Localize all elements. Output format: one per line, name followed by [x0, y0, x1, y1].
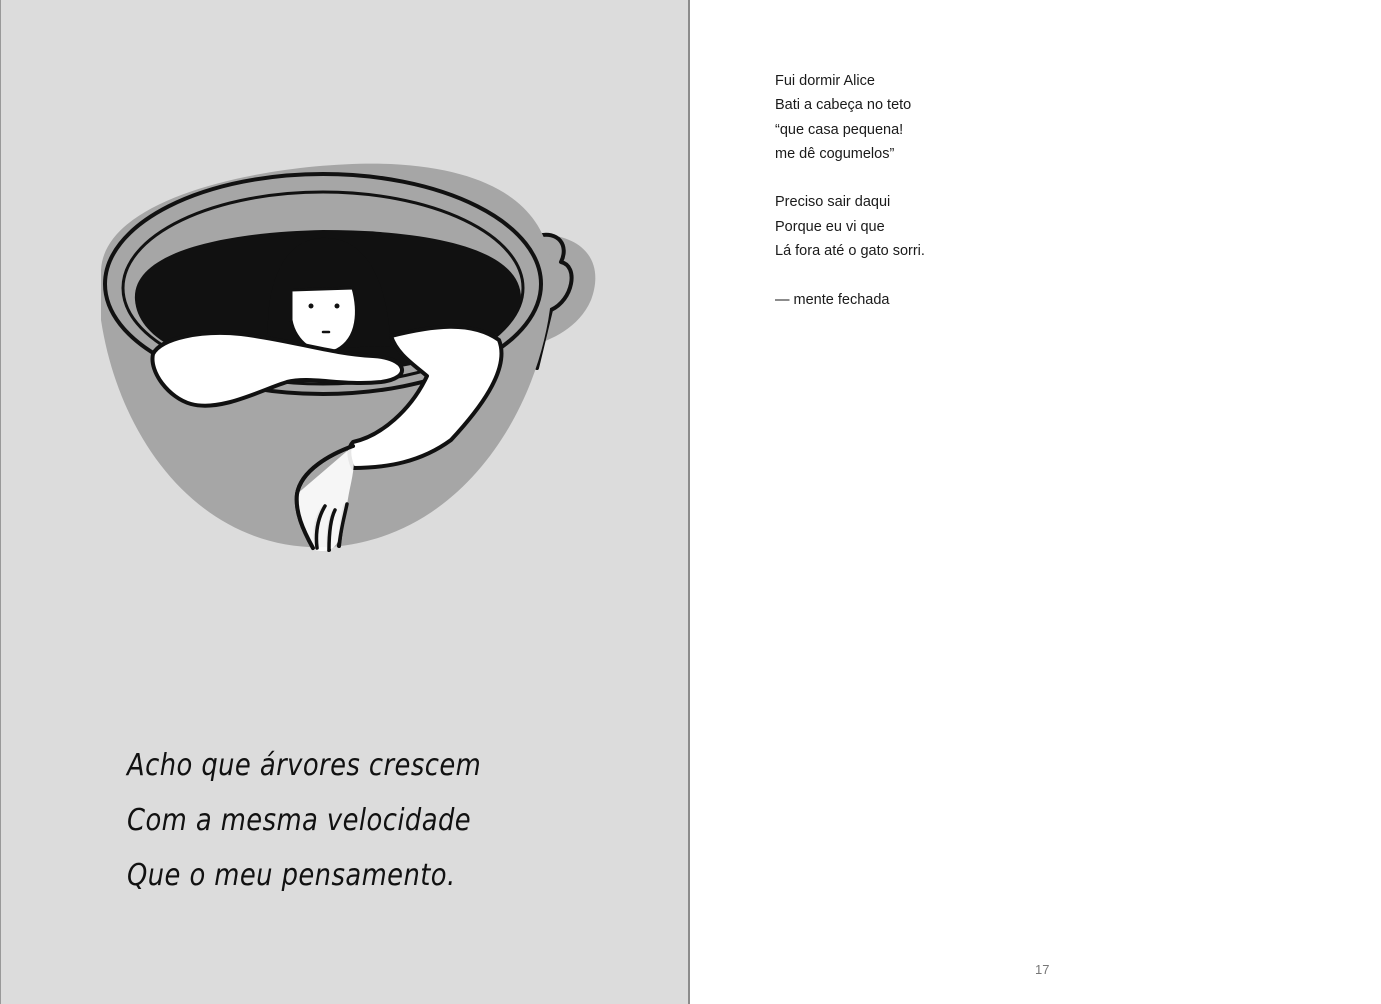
poem-line: Lá fora até o gato sorri.: [775, 243, 925, 260]
poem-line: Bati a cabeça no teto: [775, 97, 912, 114]
poem-line: “que casa pequena!: [775, 121, 904, 138]
left-page: [0, 0, 688, 1004]
stanza-gap: [775, 166, 925, 190]
poem-line: Fui dormir Alice: [775, 73, 875, 89]
quote-line: Acho que árvores crescem: [127, 748, 482, 783]
quote-line: Com a mesma velocidade: [127, 803, 472, 838]
handwritten-quote: [127, 738, 574, 903]
poem: [775, 69, 925, 312]
stanza-gap: [775, 263, 925, 287]
page-number: 17: [1035, 962, 1050, 977]
quote-line: Que o meu pensamento.: [127, 858, 456, 893]
girl-in-teacup-illustration: [91, 150, 611, 570]
poem-line: Preciso sair daqui: [775, 194, 891, 211]
right-page: [690, 0, 1381, 1004]
poem-signature: — mente fechada: [775, 291, 890, 308]
poem-line: Porque eu vi que: [775, 218, 885, 235]
poem-line: me dê cogumelos”: [775, 145, 895, 162]
